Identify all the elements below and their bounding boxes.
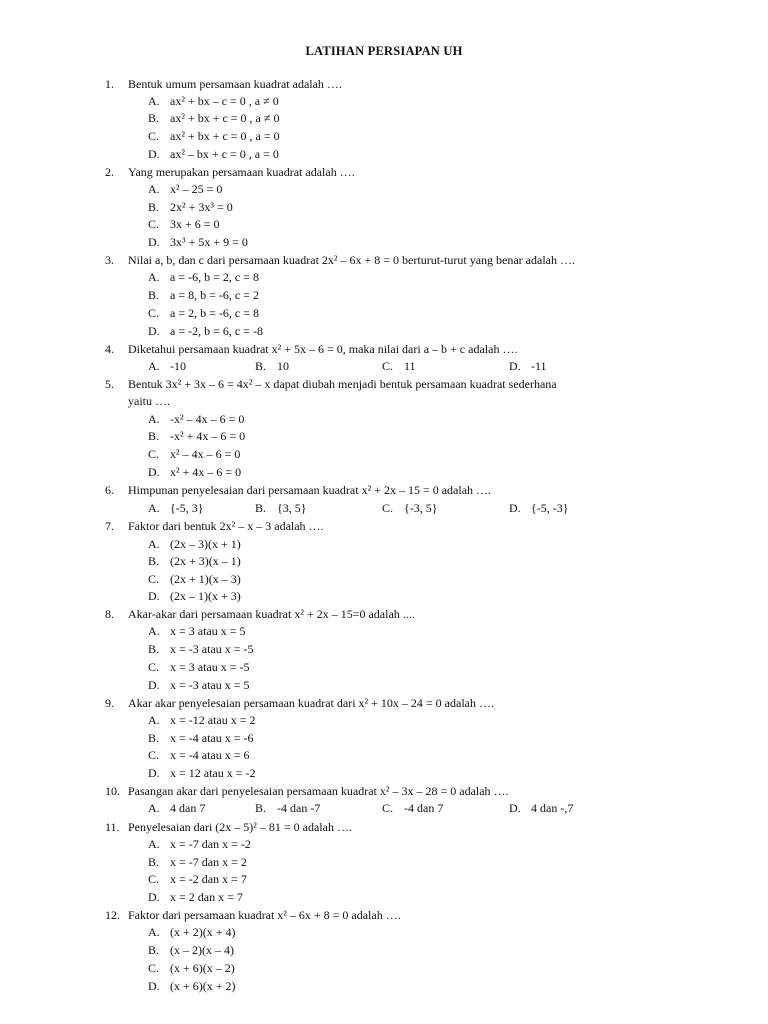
question-text: Bentuk umum persamaan kuadrat adalah …. (128, 77, 342, 91)
question-number: 11. (105, 820, 120, 834)
option-c: C. x = -4 atau x = 6 (148, 748, 250, 762)
question-text-continued: yaitu …. (128, 394, 170, 408)
option-b: B. {3, 5} (255, 501, 307, 515)
question-number: 10. (105, 784, 120, 798)
option-a: A. x = 3 atau x = 5 (148, 624, 246, 638)
option-c: C. x = 3 atau x = -5 (148, 660, 250, 674)
option-a: A. x = -7 dan x = -2 (148, 837, 251, 851)
question-text: Pasangan akar dari penyelesaian persamaan kuadrat x² – 3x – 28 = 0 adalah …. (128, 784, 509, 798)
question-text: Penyelesaian dari (2x – 5)² – 81 = 0 adalah …. (128, 820, 352, 834)
option-d: D. x = -3 atau x = 5 (148, 678, 250, 692)
question-text: Himpunan penyelesaian dari persamaan kuadrat x² + 2x – 15 = 0 adalah …. (128, 483, 492, 497)
option-a: A. ax² + bx – c = 0 , a ≠ 0 (148, 94, 279, 108)
question-number: 4. (105, 342, 114, 356)
option-b: B. a = 8, b = -6, c = 2 (148, 288, 259, 302)
option-c: C. (x + 6)(x – 2) (148, 961, 235, 975)
question-number: 6. (105, 483, 114, 497)
option-c: C. 11 (382, 359, 416, 373)
question-number: 1. (105, 77, 114, 91)
option-c: C. {-3, 5} (382, 501, 438, 515)
option-a: A. x² – 25 = 0 (148, 182, 223, 196)
option-c: C. a = 2, b = -6, c = 8 (148, 306, 259, 320)
option-b: B. 2x² + 3x³ = 0 (148, 200, 233, 214)
option-d: D. {-5, -3} (509, 501, 569, 515)
option-b: B. 10 (255, 359, 289, 373)
option-d: D. 4 dan -,7 (509, 801, 574, 815)
option-a: A. (2x – 3)(x + 1) (148, 537, 241, 551)
question-number: 12. (105, 908, 120, 922)
question-text: Nilai a, b, dan c dari persamaan kuadrat 2x² – 6x + 8 = 0 berturut-turut yang benar adalah …. (128, 253, 575, 267)
option-c: C. -4 dan 7 (382, 801, 444, 815)
option-c: C. ax² + bx + c = 0 , a = 0 (148, 129, 280, 143)
question-number: 8. (105, 607, 114, 621)
option-a: A. (x + 2)(x + 4) (148, 925, 236, 939)
option-d: D. (2x – 1)(x + 3) (148, 589, 241, 603)
option-a: A. 4 dan 7 (148, 801, 206, 815)
question-text: Faktor dari bentuk 2x² – x – 3 adalah …. (128, 519, 324, 533)
option-b: B. (x – 2)(x – 4) (148, 943, 234, 957)
question-text: Diketahui persamaan kuadrat x² + 5x – 6 = 0, maka nilai dari a – b + c adalah …. (128, 342, 518, 356)
option-c: C. x² – 4x – 6 = 0 (148, 447, 241, 461)
option-d: D. 3x³ + 5x + 9 = 0 (148, 235, 248, 249)
page-title: LATIHAN PERSIAPAN UH (305, 44, 463, 58)
question-number: 9. (105, 696, 114, 710)
option-b: B. x = -7 dan x = 2 (148, 855, 247, 869)
option-d: D. ax² – bx + c = 0 , a = 0 (148, 147, 279, 161)
question-number: 5. (105, 377, 114, 391)
question-text: Faktor dari persamaan kuadrat x² – 6x + 8 = 0 adalah …. (128, 908, 401, 922)
option-b: B. -4 dan -7 (255, 801, 321, 815)
option-a: A. a = -6, b = 2, c = 8 (148, 270, 259, 284)
option-d: D. -11 (509, 359, 547, 373)
question-number: 2. (105, 165, 114, 179)
question-text: Bentuk 3x² + 3x – 6 = 4x² – x dapat diubah menjadi bentuk persamaan kuadrat sederhana (128, 377, 557, 391)
option-b: B. ax² + bx + c = 0 , a ≠ 0 (148, 111, 280, 125)
option-d: D. x = 2 dan x = 7 (148, 890, 243, 904)
option-c: C. x = -2 dan x = 7 (148, 872, 247, 886)
question-number: 7. (105, 519, 114, 533)
option-b: B. (2x + 3)(x – 1) (148, 554, 241, 568)
question-text: Akar akar penyelesaian persamaan kuadrat dari x² + 10x – 24 = 0 adalah …. (128, 696, 494, 710)
question-number: 3. (105, 253, 114, 267)
option-d: D. x² + 4x – 6 = 0 (148, 465, 242, 479)
option-a: A. {-5, 3} (148, 501, 204, 515)
option-b: B. x = -3 atau x = -5 (148, 642, 254, 656)
option-b: B. -x² + 4x – 6 = 0 (148, 429, 246, 443)
question-text: Akar-akar dari persamaan kuadrat x² + 2x – 15=0 adalah .... (128, 607, 415, 621)
option-c: C. (2x + 1)(x – 3) (148, 572, 241, 586)
option-c: C. 3x + 6 = 0 (148, 217, 220, 231)
option-d: D. x = 12 atau x = -2 (148, 766, 256, 780)
option-a: A. x = -12 atau x = 2 (148, 713, 256, 727)
option-b: B. x = -4 atau x = -6 (148, 731, 254, 745)
option-d: D. a = -2, b = 6, c = -8 (148, 324, 263, 338)
option-d: D. (x + 6)(x + 2) (148, 979, 236, 993)
question-text: Yang merupakan persamaan kuadrat adalah …. (128, 165, 355, 179)
option-a: A. -x² – 4x – 6 = 0 (148, 412, 245, 426)
option-a: A. -10 (148, 359, 186, 373)
